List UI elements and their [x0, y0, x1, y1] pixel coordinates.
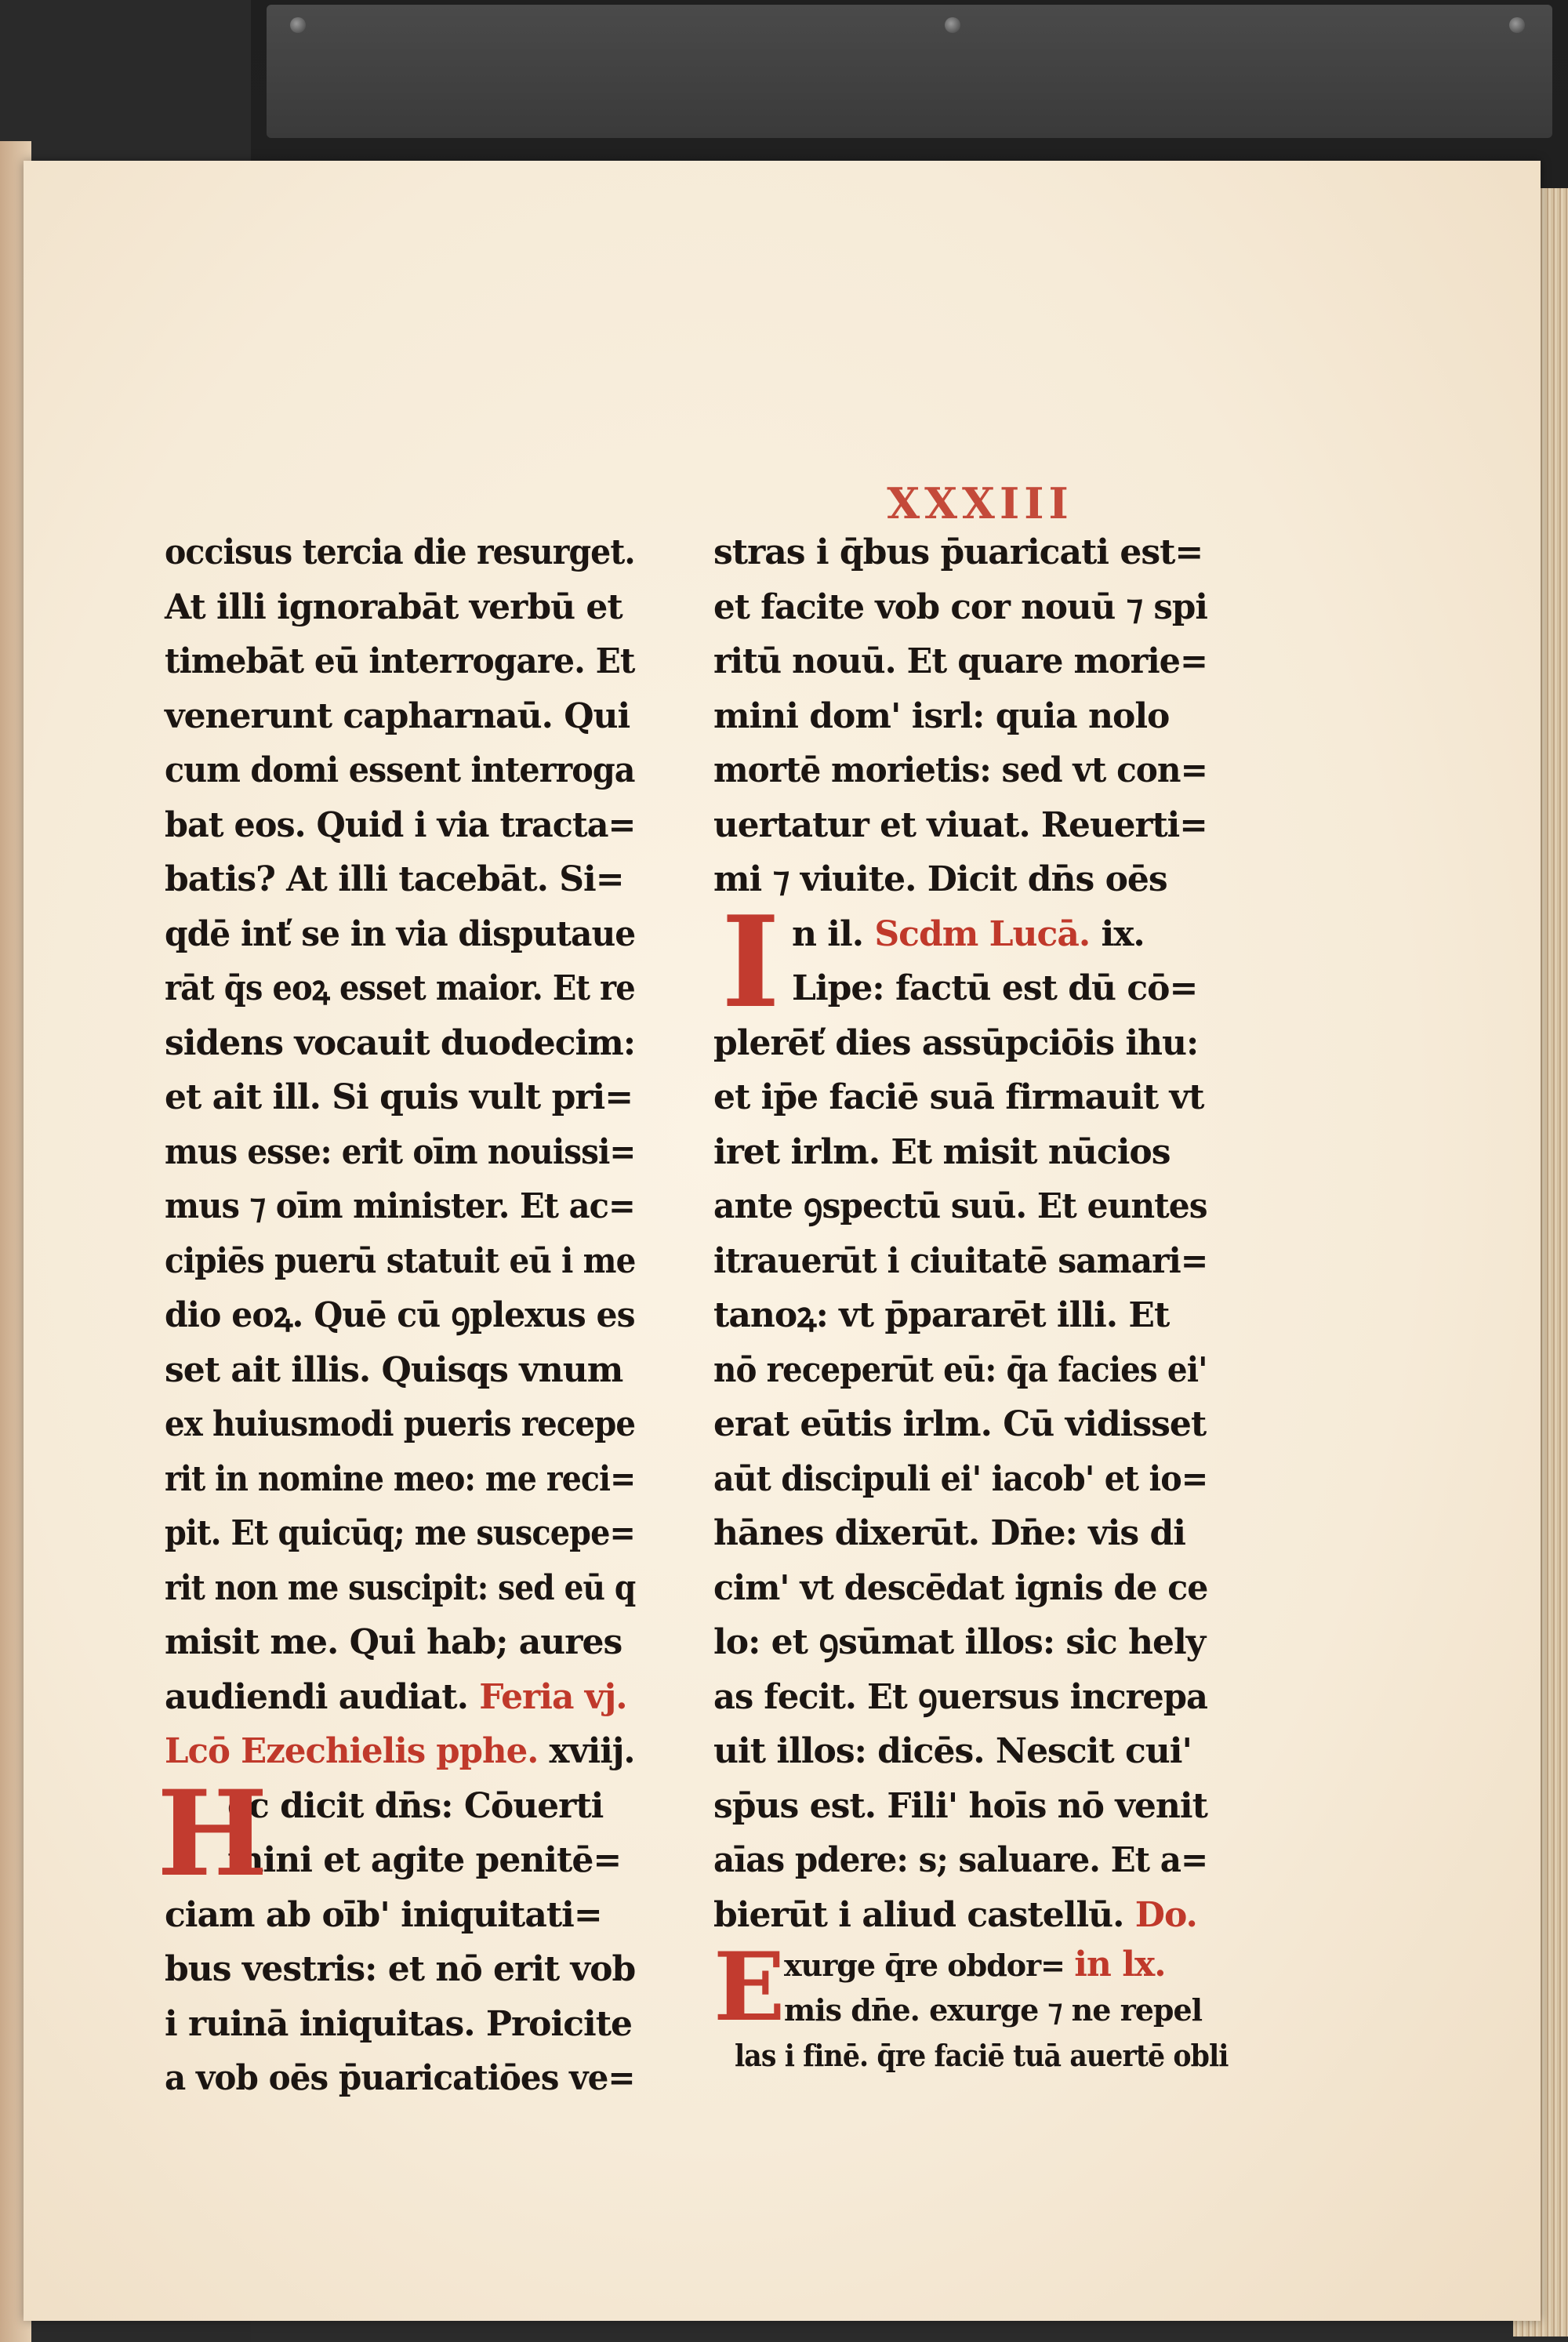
text-line: hānes dixerūt. Dn̄e: vis di: [713, 1513, 1185, 1553]
text-line: et facite vob cor nouū ⁊ spi: [713, 586, 1207, 627]
text-line: qdē inť se in via disputaue: [165, 913, 636, 954]
text-line: uit illos: dicēs. Nescit cui': [713, 1731, 1192, 1771]
text-line: stras i q̄bus p̄uaricati est=: [713, 532, 1203, 572]
text-line: plerēť dies assūpciōis ihu:: [713, 1022, 1199, 1063]
text-line: sidens vocauit duodecim:: [165, 1022, 636, 1063]
scanner-plate: [267, 5, 1552, 138]
text-line: ex huiusmodi pueris recepe: [165, 1404, 636, 1444]
text-line: cim' vt descēdat ignis de ce: [713, 1567, 1208, 1608]
text-line: aīas pdere: s; saluare. Et a=: [713, 1840, 1208, 1880]
screw-icon: [945, 17, 960, 33]
text-line: audiendi audiat.: [165, 1676, 468, 1717]
text-line: rit non me suscipit: sed eū q: [165, 1567, 636, 1608]
text-line-with-rubric: [713, 1942, 1207, 1988]
text-line: tanoꝝ: vt p̄pararēt illi. Et: [713, 1295, 1170, 1335]
decorated-initial-e: E: [713, 1932, 786, 2042]
text-line: bus vestris: et nō erit vob: [165, 1949, 636, 1989]
text-line: itrauerūt i ciuitatē samari=: [713, 1240, 1208, 1281]
rubric-feria: Feria vj.: [479, 1676, 627, 1717]
text-line: mortē morietis: sed vt con=: [713, 750, 1207, 790]
text-line: ciam ab oīb' iniquitati=: [165, 1894, 602, 1935]
text-line: cum domi essent interroga: [165, 750, 635, 790]
text-line: batis? At illi tacebāt. Si=: [165, 859, 624, 899]
screw-icon: [1509, 17, 1525, 33]
initial-block: [157, 1764, 636, 2106]
right-text-column: [713, 525, 1229, 2079]
text-line: as fecit. Et ꝯuersus increpa: [713, 1676, 1207, 1717]
text-line: occisus tercia die resurget.: [165, 532, 635, 572]
text-fragment: n il.: [792, 913, 864, 954]
rubric-gospel: Scdm Lucā.: [874, 913, 1091, 954]
rubric-lesson: Lcō Ezechielis pphe.: [165, 1731, 539, 1771]
text-line: erat eūtis irlm. Cū vidisset: [713, 1404, 1207, 1444]
decorated-initial-i: I: [721, 888, 780, 1036]
text-line: At illi ignorabāt verbū et: [165, 586, 622, 627]
text-line: i ruinā iniquitas. Proicite: [165, 2003, 633, 2044]
text-line: et ip̄e faciē suā firmauit vt: [713, 1077, 1204, 1117]
text-line: bat eos. Quid i via tracta=: [165, 804, 636, 845]
text-line: bierūt i aliud castellū.: [713, 1894, 1124, 1935]
text-line: mi ⁊ viuite. Dicit dn̄s oēs: [713, 859, 1167, 899]
text-line: uertatur et viuat. Reuerti=: [713, 804, 1207, 845]
text-line: pit. Et quicūq; me suscepe=: [165, 1513, 636, 1553]
rubric-dominica: Do.: [1134, 1894, 1197, 1935]
text-line: Lipe: factū est dū cō=: [792, 968, 1198, 1008]
text-line: misit me. Qui hab; aures: [165, 1622, 622, 1662]
text-line: sp̄us est. Fili' hoīs nō venit: [713, 1785, 1207, 1826]
text-line: mus ⁊ oīm minister. Et ac=: [165, 1186, 635, 1226]
text-line: rit in nomine meo: me reci=: [165, 1458, 636, 1499]
rubric-introit: in lx.: [1074, 1944, 1166, 1984]
rubric-number: ix.: [1101, 913, 1145, 954]
text-line: nō receperūt eū: q̄a facies ei': [713, 1349, 1207, 1390]
text-line: aūt discipuli ei' iacob' et io=: [713, 1458, 1208, 1499]
text-line: rāt q̄s eoꝝ esset maior. Et re: [165, 968, 635, 1008]
folio-number: XXXIII: [887, 478, 1073, 528]
text-line: xurge q̄re obdor=: [784, 1948, 1065, 1983]
text-line: set ait illis. Quisqs vnum: [165, 1349, 623, 1390]
initial-block: [713, 888, 1208, 1943]
text-line-with-rubric: [713, 1888, 1207, 1943]
text-line: a vob oēs p̄uaricatiōes ve=: [165, 2058, 635, 2098]
text-line: ec dicit dn̄s: Cōuerti: [227, 1785, 604, 1826]
text-line: et ait ill. Si quis vult pri=: [165, 1077, 633, 1117]
rubric-number: xviij.: [549, 1731, 635, 1771]
text-line-with-rubric: [165, 1670, 635, 1725]
text-line: timebāt eū interrogare. Et: [165, 641, 635, 681]
text-line: ritū nouū. Et quare morie=: [713, 641, 1208, 681]
text-line: mis dn̄e. exurge ⁊ ne repel: [784, 1992, 1203, 2028]
text-line: mini dom' isrl: quia nolo: [713, 695, 1170, 736]
text-line: iret irlm. Et misit nūcios: [713, 1131, 1171, 1172]
text-line: ante ꝯspectū suū. Et euntes: [713, 1186, 1207, 1226]
text-line: venerunt capharnaū. Qui: [165, 695, 630, 736]
manuscript-page: [24, 161, 1541, 2321]
screw-icon: [290, 17, 306, 33]
text-line: lo: et ꝯsūmat illos: sic hely: [713, 1622, 1206, 1662]
text-line: mus esse: erit oīm nouissi=: [165, 1131, 636, 1172]
text-line: mini et agite penitē=: [227, 1840, 622, 1880]
left-text-column: [157, 525, 636, 2106]
text-line: cipiēs puerū statuit eū i me: [165, 1240, 636, 1281]
decorated-initial-h: H: [157, 1764, 268, 1903]
text-line: dio eoꝝ. Quē cū ꝯplexus es: [165, 1295, 635, 1335]
text-line: las i finē. q̄re faciē tuā auertē obli: [734, 2038, 1229, 2073]
initial-block: [713, 1932, 1229, 2079]
rubric-line: [713, 907, 1207, 962]
